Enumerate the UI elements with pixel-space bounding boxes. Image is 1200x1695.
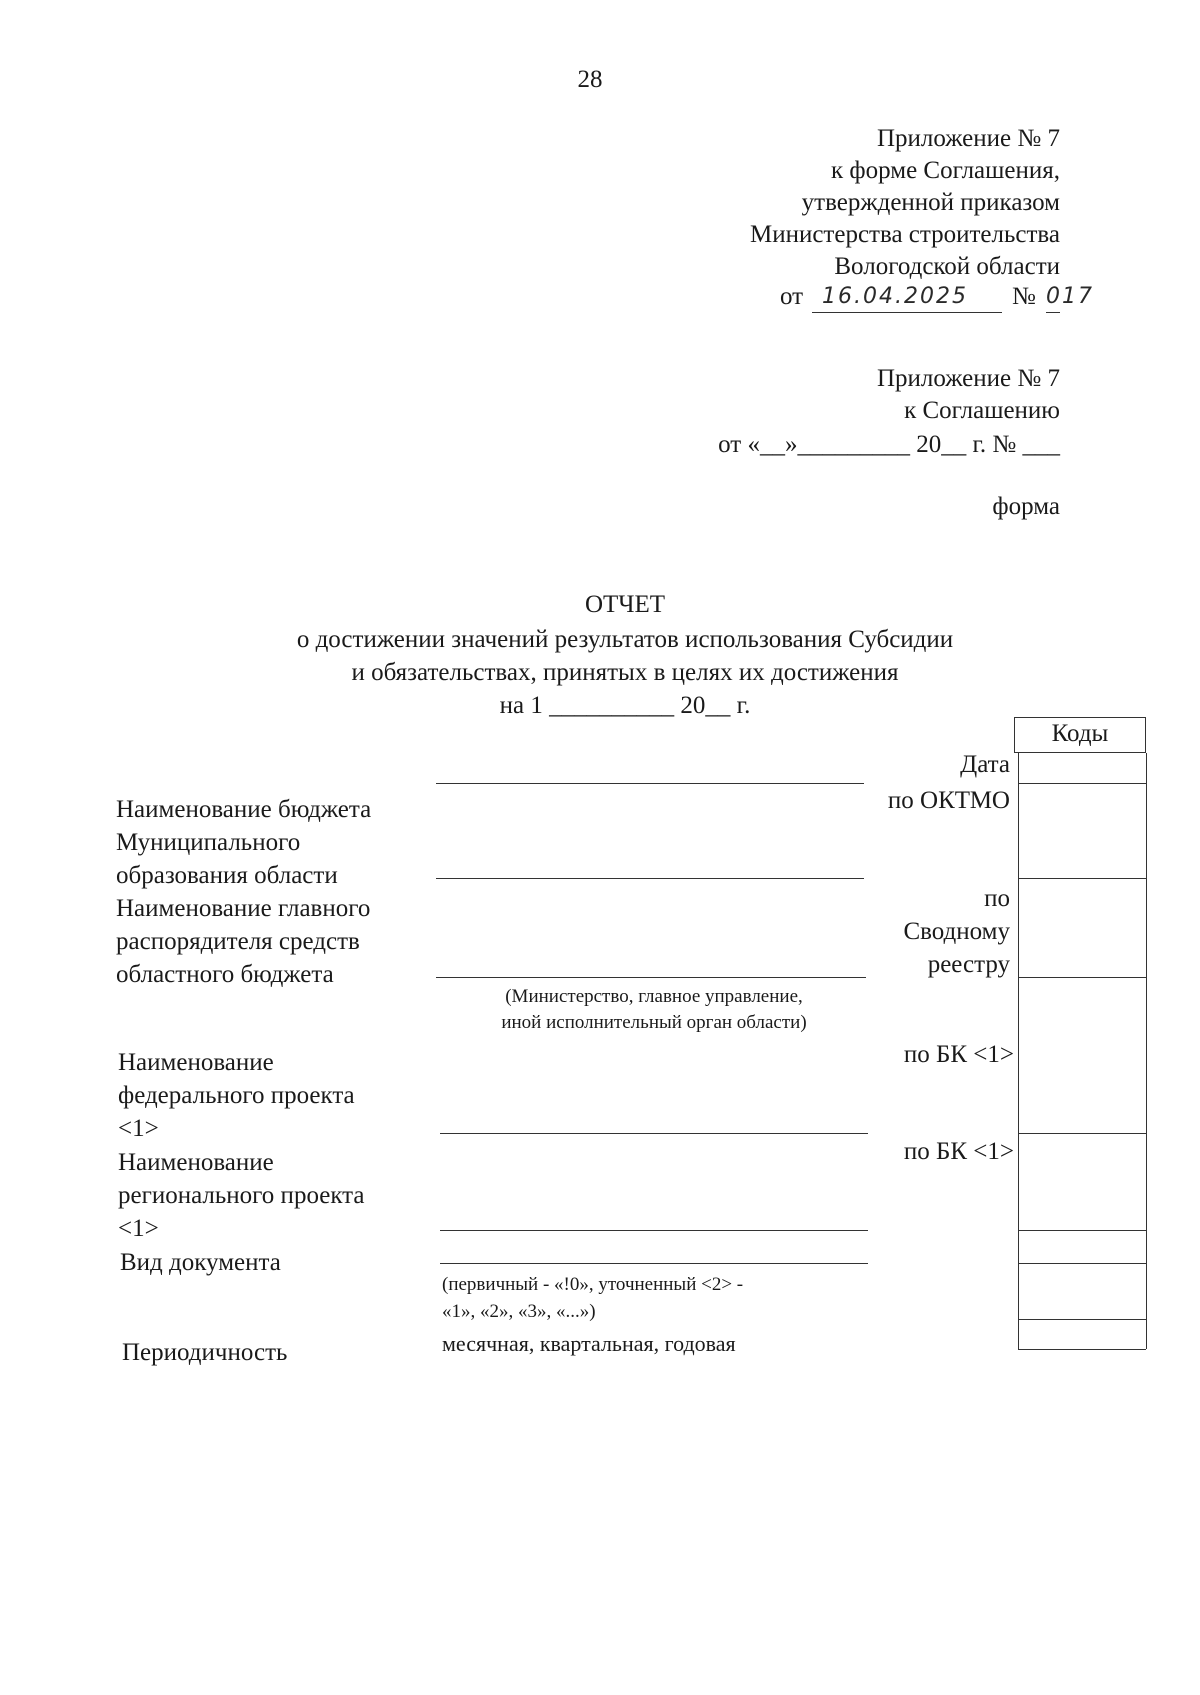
manager-label-3: областного бюджета	[116, 961, 334, 988]
title-line-1: ОТЧЕТ	[584, 591, 666, 618]
federal-fill-line	[440, 1133, 868, 1134]
manager-fill-line	[436, 977, 866, 978]
codes-row-oktmo	[1018, 878, 1146, 879]
federal-label-3: <1>	[118, 1115, 159, 1142]
approval-from-prefix: от	[780, 283, 804, 310]
appendix-line-3: от «__»_________ 20__ г. № ___	[718, 431, 1060, 458]
approval-date-handwritten: 16.04.2025	[822, 284, 968, 309]
periodicity-value: месячная, квартальная, годовая	[442, 1331, 736, 1356]
bk1-label: по БК <1>	[903, 1041, 1014, 1068]
regional-fill-line	[440, 1230, 868, 1231]
registry-label-2: Сводному	[903, 918, 1010, 945]
doc-type-label: Вид документа	[120, 1249, 281, 1276]
approval-line-4: Министерства строительства	[749, 221, 1060, 248]
approval-line-3: утвержденной приказом	[801, 189, 1060, 216]
date-label: Дата	[960, 751, 1010, 778]
form-label: форма	[992, 493, 1060, 520]
regional-label-3: <1>	[118, 1215, 159, 1242]
approval-line-2: к форме Соглашения,	[831, 157, 1060, 184]
registry-label-1: по	[984, 885, 1010, 912]
federal-label-2: федерального проекта	[118, 1082, 355, 1109]
regional-label-1: Наименование	[118, 1149, 274, 1176]
manager-label-1: Наименование главного	[116, 895, 371, 922]
codes-row-periodicity	[1018, 1349, 1146, 1350]
manager-hint-2: иной исполнительный орган области)	[501, 1012, 807, 1033]
appendix-line-1: Приложение № 7	[876, 365, 1060, 392]
manager-label-2: распорядителя средств	[116, 928, 360, 955]
approval-line-5: Вологодской области	[834, 253, 1060, 280]
codes-row-registry	[1018, 977, 1146, 978]
approval-number-handwritten: 017	[1046, 284, 1094, 309]
approval-line-1: Приложение № 7	[876, 125, 1060, 152]
doc-type-hint-2: «1», «2», «3», «...»)	[442, 1301, 596, 1322]
codes-row-doc-type-2	[1018, 1319, 1146, 1320]
codes-header: Коды	[1051, 720, 1109, 747]
approval-number-prefix: №	[1012, 283, 1036, 310]
periodicity-label: Периодичность	[122, 1339, 288, 1366]
registry-label-3: реестру	[927, 951, 1010, 978]
codes-right-border	[1146, 753, 1147, 1349]
regional-label-2: регионального проекта	[118, 1182, 365, 1209]
approval-number-line	[1046, 312, 1060, 313]
appendix-line-2: к Соглашению	[904, 397, 1060, 424]
budget-fill-line-top	[436, 783, 864, 784]
title-line-2: о достижении значений результатов использования Субсидии	[296, 626, 954, 653]
manager-hint-1: (Министерство, главное управление,	[505, 986, 803, 1007]
federal-label-1: Наименование	[118, 1049, 274, 1076]
budget-label-2: Муниципального	[116, 829, 301, 856]
oktmo-label: по ОКТМО	[887, 787, 1010, 814]
codes-left-border	[1018, 753, 1019, 1349]
budget-fill-line	[436, 878, 864, 879]
approval-date-line	[812, 312, 1002, 313]
codes-row-date	[1018, 783, 1146, 784]
budget-label-3: образования области	[116, 862, 338, 889]
codes-row-bk1	[1018, 1133, 1146, 1134]
budget-label-1: Наименование бюджета	[116, 796, 372, 823]
title-line-3: и обязательствах, принятых в целях их достижения	[351, 659, 899, 686]
codes-row-bk2	[1018, 1230, 1146, 1231]
doc-type-hint-1: (первичный - «!0», уточненный <2> -	[442, 1274, 744, 1295]
codes-row-doc-type	[1018, 1263, 1146, 1264]
page-number: 28	[577, 66, 603, 93]
bk2-label: по БК <1>	[903, 1138, 1014, 1165]
title-line-4: на 1 __________ 20__ г.	[499, 692, 751, 719]
doc-type-fill-line	[440, 1263, 868, 1264]
